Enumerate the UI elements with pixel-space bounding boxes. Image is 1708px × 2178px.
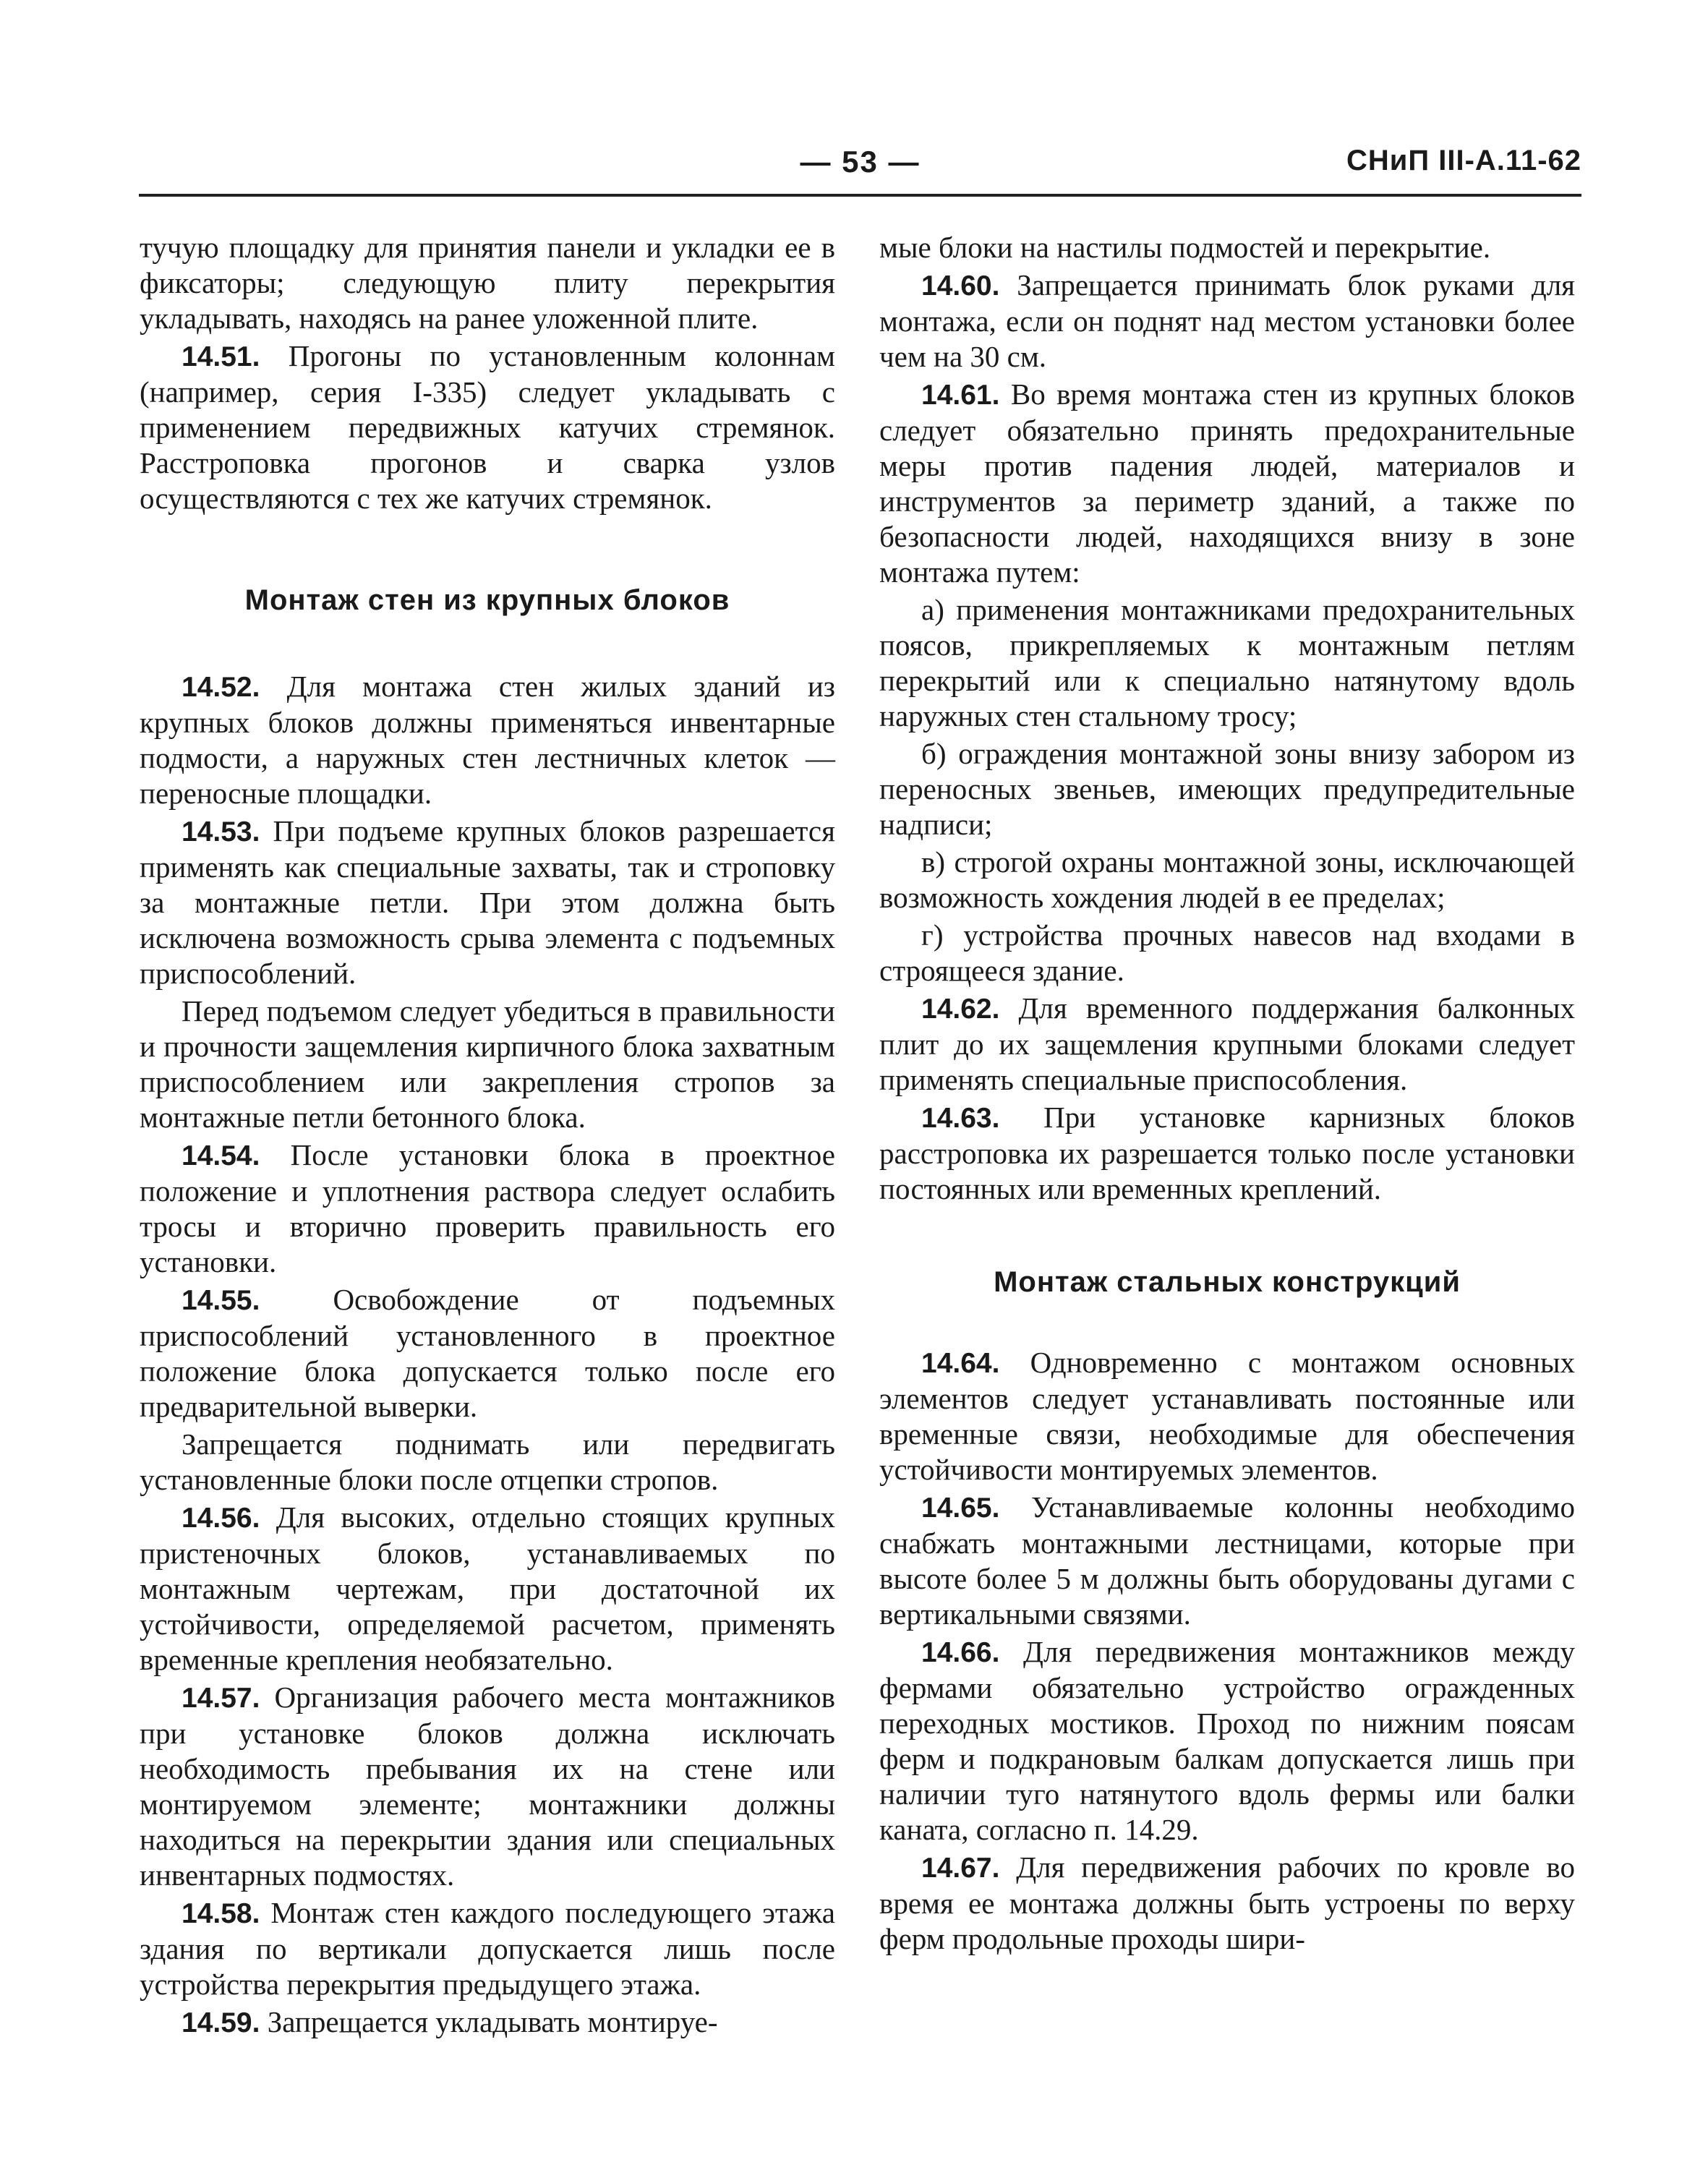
clause-number: 14.57. [182,1683,260,1714]
left-column [140,230,835,2043]
list-item-b: б) ограждения монтажной зоны внизу забором из переносных звеньев, имеющих предупредительные надписи; [879,737,1575,841]
clause-14-67 [879,1850,1575,1957]
clause-number: 14.55. [182,1285,260,1316]
clause-number: 14.60. [921,270,1000,302]
clause-number: 14.61. [921,380,1000,411]
clause-text: Прогоны по установленным колоннам (например, серия I-335) следует укладывать с применением передвижных катучих стремянок. Расстроповка прогонов и сварка узлов осуществляются с тех же катучих стремянок. [140,339,835,515]
document-code: СНиП III-А.11-62 [1346,145,1581,176]
paragraph: Запрещается поднимать или передвигать установленные блоки после отцепки стропов. [140,1427,835,1496]
clause-text: После установки блока в проектное положение и уплотнения раствора следует ослабить тросы и вторично проверить правильность его установки. [140,1138,835,1278]
clause-text: Для передвижения рабочих по кровле во время ее монтажа должны быть устроены по верху ферм продольные проходы шири- [879,1850,1576,1955]
paragraph: Перед подъемом следует убедиться в правильности и прочности защемления кирпичного блока захватным приспособлением или закрепления стропов за монтажные петли бетонного блока. [140,994,835,1134]
clause-14-60 [879,268,1575,375]
clause-text: Для временного поддержания балконных плит до их защемления крупными блоками следует применять специальные приспособления. [879,991,1575,1096]
clause-text: Для передвижения монтажников между фермами обязательно устройство огражденных переходных мостиков. Проход по нижним поясам ферм и подкрановым балкам допускается лишь при наличии туго натянутого вдоль фермы или балки каната, согласно п. 14.29. [879,1635,1575,1846]
clause-text: Одновременно с монтажом основных элементов следует устанавливать постоянные или временные связи, необходимые для обеспечения устойчивости монтируемых элементов. [879,1346,1575,1486]
header-rule [139,194,1581,197]
clause-14-56 [140,1500,835,1678]
list-item-a: а) применения монтажниками предохранительных поясов, прикрепляемых к монтажным петлям перекрытий или к специально натянутому вдоль наружных стен стальному тросу; [879,593,1575,733]
clause-text: Для высоких, отдельно стоящих крупных пристеночных блоков, устанавливаемых по монтажным чертежам, при достаточной их устойчивости, определяемой расчетом, применять временные крепления необязательно. [140,1500,836,1676]
clause-number: 14.66. [921,1637,1000,1668]
section-heading: Монтаж стен из крупных блоков [244,584,730,616]
clause-number: 14.63. [921,1103,1000,1134]
clause-14-54 [140,1137,835,1280]
list-item-g: г) устройства прочных навесов над входами в строящееся здание. [879,918,1575,987]
clause-14-64 [879,1345,1575,1487]
clause-text: Для монтажа стен жилых зданий из крупных блоков должны применяться инвентарные подмости, а наружных стен лестничных клеток — переносные площадки. [140,670,836,810]
list-item-v: в) строгой охраны монтажной зоны, исключающей возможность хождения людей в ее пределах; [879,845,1575,914]
section-heading: Монтаж стальных конструкций [994,1266,1461,1298]
page-number: — 53 — [800,145,921,179]
clause-14-63 [879,1100,1575,1207]
clause-14-59 [140,2004,835,2041]
clause-number: 14.67. [921,1853,1000,1884]
clause-number: 14.65. [921,1492,1000,1524]
clause-text: Устанавливаемые колонны необходимо снабжать монтажными лестницами, которые при высоте более 5 м должны быть оборудованы дугами с вертикальными связями. [879,1490,1576,1631]
clause-text: Организация рабочего места монтажников при установке блоков должна исключать необходимость пребывания их на стене или монтируемом элементе; монтажники должны находиться на перекрытии здания или специальных инвентарных подмостях. [140,1681,836,1892]
clause-number: 14.64. [921,1348,1000,1379]
clause-number: 14.52. [182,672,260,703]
clause-number: 14.58. [182,1898,260,1929]
clause-text: При подъеме крупных блоков разрешается применять как специальные захваты, так и строповку за монтажные петли. При этом должна быть исключена возможность срыва элемента с подъемных приспособлений. [140,814,835,990]
paragraph: мые блоки на настилы подмостей и перекрытие. [879,231,1491,264]
clause-14-55 [140,1282,835,1425]
clause-14-65 [879,1490,1575,1632]
right-column [879,230,1575,1959]
clause-14-53 [140,813,835,991]
clause-number: 14.51. [182,341,260,372]
clause-number: 14.59. [182,2007,260,2038]
clause-14-51 [140,338,835,516]
clause-text: Запрещается принимать блок руками для монтажа, если он поднят над местом установки более чем на 30 см. [879,268,1576,373]
clause-text: Запрещается укладывать монтируе- [267,2005,718,2038]
clause-number: 14.62. [921,994,1000,1025]
paragraph: тучую площадку для принятия панели и укладки ее в фиксаторы; следующую плиту перекрытия укладывать, находясь на ранее уложенной плите. [140,231,835,335]
clause-number: 14.53. [182,816,260,847]
clause-14-52 [140,669,835,811]
clause-text: При установке карнизных блоков расстроповка их разрешается только после установки постоянных или временных креплений. [879,1101,1575,1205]
clause-14-58 [140,1895,835,2002]
clause-text: Во время монтажа стен из крупных блоков следует обязательно принять предохранительные меры против падения людей, материалов и инструментов за периметр зданий, а также по безопасности людей, находящихся внизу в зоне монтажа путем: [879,377,1575,589]
clause-14-66 [879,1634,1575,1848]
clause-14-61 [879,377,1575,590]
clause-14-57 [140,1680,835,1893]
clause-number: 14.56. [182,1503,260,1534]
clause-text: Монтаж стен каждого последующего этажа здания по вертикали допускается лишь после устройства перекрытия предыдущего этажа. [140,1896,836,2001]
page-header [139,145,1581,188]
clause-number: 14.54. [182,1140,260,1171]
clause-text: Освобождение от подъемных приспособлений установленного в проектное положение блока допускается только после его предварительной выверки. [140,1283,835,1423]
clause-14-62 [879,991,1575,1098]
